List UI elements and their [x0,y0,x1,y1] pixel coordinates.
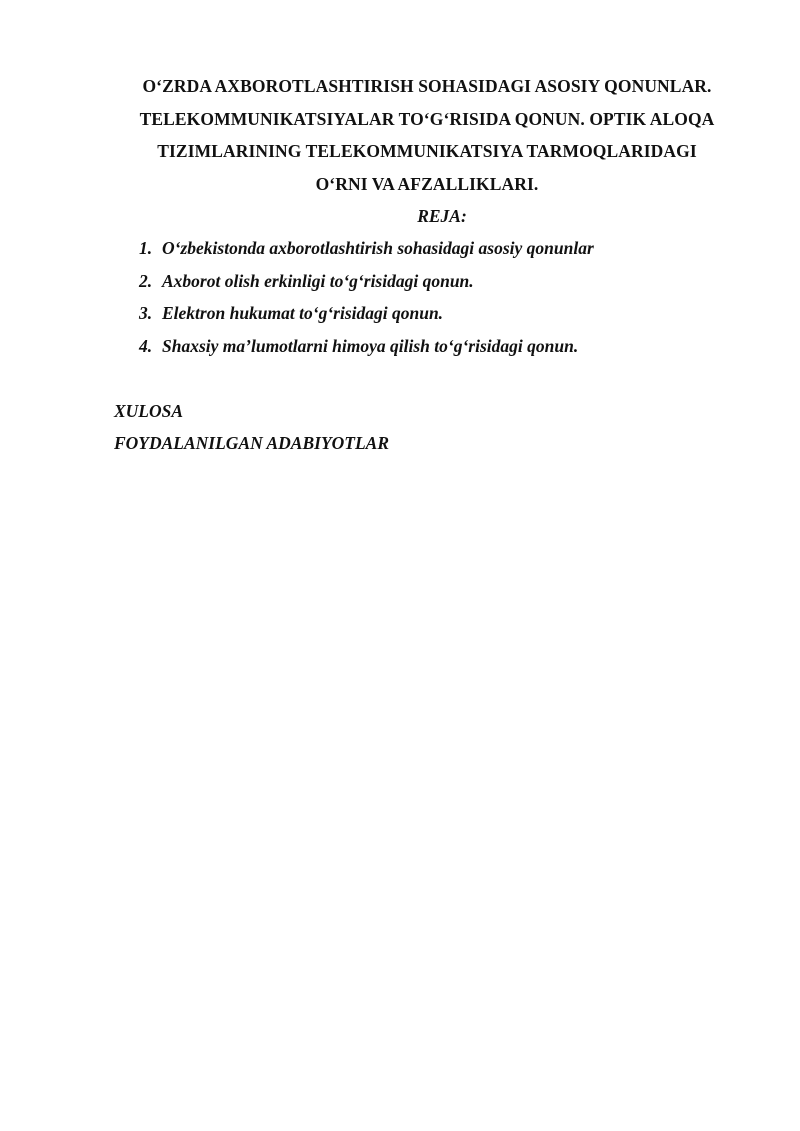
plan-item [139,265,740,298]
title-line-4: O‘RNI VA AFZALLIKLARI. [315,173,539,194]
plan-item-number: 2. [139,270,153,291]
document-title [114,70,740,200]
title-line-2: TELEKOMMUNIKATSIYALAR TO‘G‘RISIDA QONUN. OPTIK ALOQA [139,108,715,129]
plan-list [114,232,740,362]
plan-item-number: 4. [139,335,153,356]
plan-item-number: 3. [139,303,153,323]
plan-item [139,330,740,363]
plan-item-text: Axborot olish erkinligi to‘g‘risidagi qonun. [162,270,474,291]
plan-item [139,232,740,265]
title-line-3: TIZIMLARINING TELEKOMMUNIKATSIYA TARMOQLARIDAGI [157,141,697,161]
title-line-1: O‘ZRDA AXBOROTLASHTIRISH SOHASIDAGI ASOSIY QONUNLAR. [142,76,712,96]
section-references: FOYDALANILGAN ADABIYOTLAR [114,433,390,453]
plan-item-text: O‘zbekistonda axborotlashtirish sohasidagi asosiy qonunlar [162,238,594,258]
section-conclusion: XULOSA [114,401,184,421]
plan-item [139,297,740,330]
plan-item-text: Elektron hukumat to‘g‘risidagi qonun. [162,303,444,323]
plan-heading: REJA: [417,206,467,226]
plan-item-text: Shaxsiy ma’lumotlarni himoya qilish to‘g‘risidagi qonun. [162,335,579,356]
plan-item-number: 1. [139,238,153,258]
